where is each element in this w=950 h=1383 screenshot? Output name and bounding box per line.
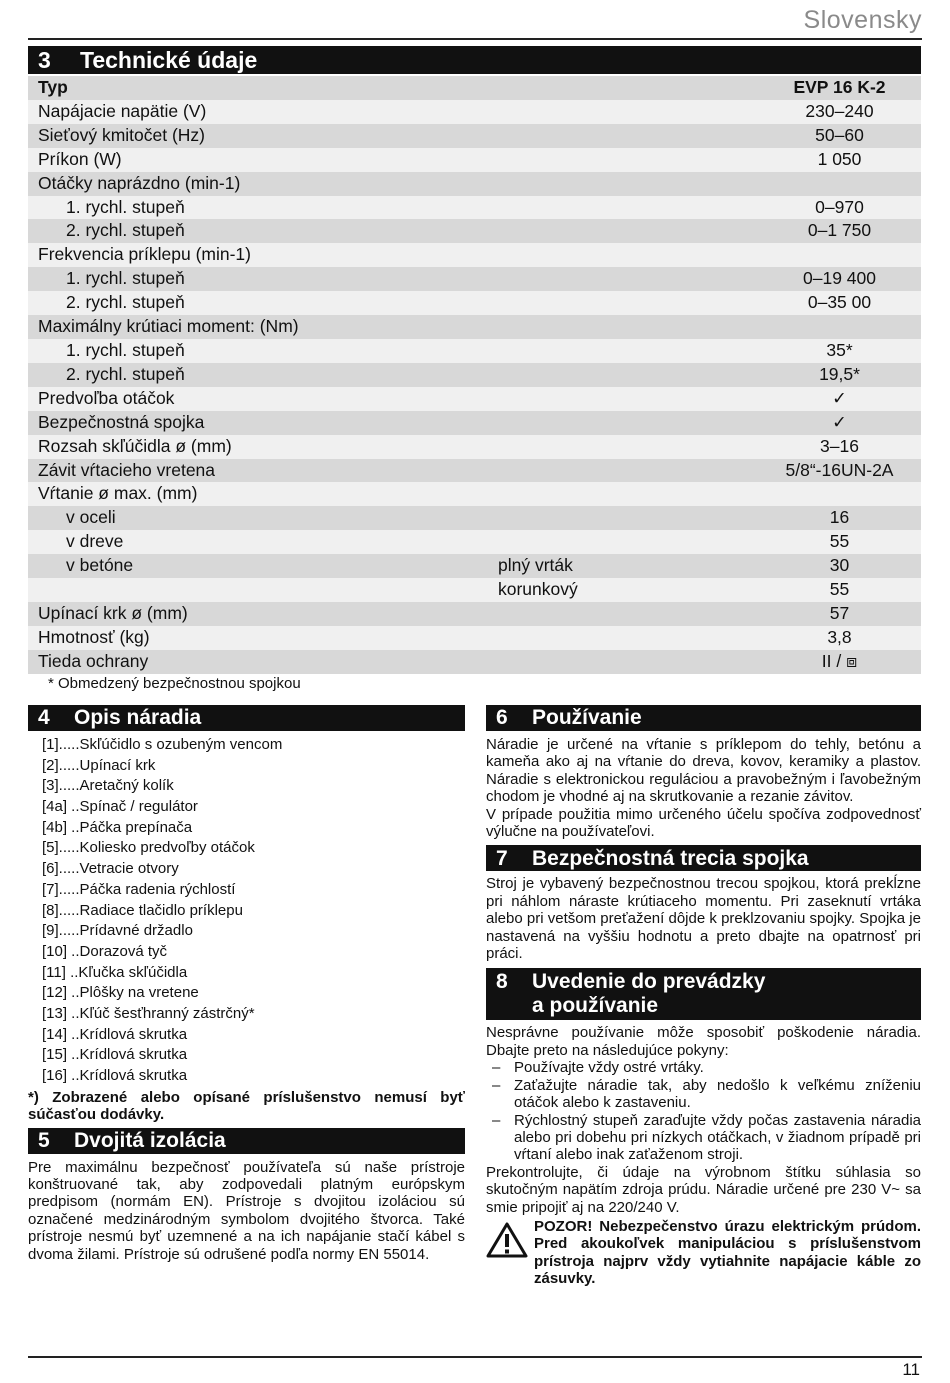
section-5-heading bbox=[28, 1128, 465, 1154]
spec-row bbox=[28, 315, 921, 339]
spec-label: 2. rychl. stupeň bbox=[28, 219, 498, 243]
spec-label: Otáčky naprázdno (min-1) bbox=[28, 172, 498, 196]
spec-sub-label bbox=[498, 626, 778, 650]
section-number: 7 bbox=[496, 846, 508, 870]
spec-row bbox=[28, 650, 921, 674]
spec-value bbox=[778, 482, 921, 506]
spec-value: II / ⧈ bbox=[778, 650, 921, 674]
list-item: [11] ..Kľučka skľúčidla bbox=[42, 963, 188, 981]
header-rule bbox=[28, 38, 922, 40]
spec-value: 0–35 00 bbox=[778, 291, 921, 315]
spec-sub-label: korunkový bbox=[498, 578, 778, 602]
page-number: 11 bbox=[902, 1360, 920, 1379]
spec-label: 2. rychl. stupeň bbox=[28, 363, 498, 387]
spec-label: v dreve bbox=[28, 530, 498, 554]
spec-sub-label bbox=[498, 435, 778, 459]
spec-sub-label bbox=[498, 459, 778, 483]
left-column bbox=[28, 705, 465, 1263]
spec-label bbox=[28, 578, 498, 602]
footer-rule bbox=[28, 1356, 922, 1358]
instruction-item bbox=[486, 1112, 921, 1164]
spec-row bbox=[28, 530, 921, 554]
spec-label: Upínací krk ø (mm) bbox=[28, 602, 498, 626]
spec-row bbox=[28, 387, 921, 411]
spec-value: 19,5* bbox=[778, 363, 921, 387]
spec-sub-label bbox=[498, 363, 778, 387]
list-item: [4b] ..Páčka prepínača bbox=[42, 818, 193, 836]
spec-row bbox=[28, 100, 921, 124]
spec-sub-label bbox=[498, 602, 778, 626]
spec-value: 57 bbox=[778, 602, 921, 626]
spec-row bbox=[28, 435, 921, 459]
spec-sub-label bbox=[498, 650, 778, 674]
spec-label: Vŕtanie ø max. (mm) bbox=[28, 482, 498, 506]
warning-icon bbox=[486, 1222, 528, 1258]
spec-value bbox=[778, 172, 921, 196]
spec-sub-label bbox=[498, 315, 778, 339]
spec-label: Maximálny krútiaci moment: (Nm) bbox=[28, 315, 498, 339]
spec-sub-label bbox=[498, 482, 778, 506]
spec-label: Napájacie napätie (V) bbox=[28, 100, 498, 124]
spec-row bbox=[28, 219, 921, 243]
spec-value: 0–970 bbox=[778, 196, 921, 220]
spec-label: Závit vŕtacieho vretena bbox=[28, 459, 498, 483]
spec-value: 3–16 bbox=[778, 435, 921, 459]
spec-sub-label bbox=[498, 387, 778, 411]
spec-value bbox=[778, 243, 921, 267]
spec-row bbox=[28, 148, 921, 172]
spec-sub-label bbox=[498, 124, 778, 148]
spec-row bbox=[28, 124, 921, 148]
instruction-item bbox=[486, 1059, 921, 1076]
spec-label: Typ bbox=[28, 76, 498, 100]
spec-row bbox=[28, 243, 921, 267]
spec-value: 1 050 bbox=[778, 148, 921, 172]
spec-row bbox=[28, 339, 921, 363]
spec-sub-label bbox=[498, 411, 778, 435]
section-6-heading bbox=[486, 705, 921, 731]
spec-label: Predvoľba otáčok bbox=[28, 387, 498, 411]
spec-label: Rozsah skľúčidla ø (mm) bbox=[28, 435, 498, 459]
spec-value: 0–1 750 bbox=[778, 219, 921, 243]
spec-label: 1. rychl. stupeň bbox=[28, 196, 498, 220]
section-title-line-1: Uvedenie do prevádzky bbox=[532, 970, 766, 994]
spec-table bbox=[28, 76, 921, 674]
warning-label: POZOR! bbox=[534, 1217, 593, 1235]
right-column bbox=[486, 705, 921, 1288]
section-6-paragraph-1: Náradie je určené na vŕtanie s príklepom do tehly, betónu a kameňa ako aj na vŕtanie do dreva, kovov, keramiky a plastov. Náradie s elektronickou reguláciou a pravobežným i ľavobežným chodom je vhodné aj na skrutkovanie a rezanie závitov. bbox=[486, 736, 921, 806]
list-item: [7].....Páčka radenia rýchlostí bbox=[42, 880, 236, 898]
accessory-note: *) Zobrazené alebo opísané príslušenstvo nemusí byť súčasťou dodávky. bbox=[28, 1088, 465, 1124]
section-7-heading bbox=[486, 845, 921, 871]
section-title: Technické údaje bbox=[80, 46, 258, 73]
dash-marker: – bbox=[492, 1059, 501, 1077]
section-number: 3 bbox=[38, 46, 51, 73]
spec-label: Sieťový kmitočet (Hz) bbox=[28, 124, 498, 148]
section-title-line-2: a používanie bbox=[532, 994, 659, 1018]
list-item: [6].....Vetracie otvory bbox=[42, 860, 179, 878]
list-item: [3].....Aretačný kolík bbox=[42, 777, 174, 795]
spec-row bbox=[28, 554, 921, 578]
instruction-item bbox=[486, 1077, 921, 1112]
section-number: 5 bbox=[38, 1128, 50, 1152]
instruction-text: Rýchlostný stupeň zaraďujte vždy počas zastavenia náradia alebo pri dobehu pri nízkych otáčkach, v žiadnom prípadě pri vŕtaní alebo inak zaťaženom stroji. bbox=[514, 1111, 921, 1164]
spec-row bbox=[28, 196, 921, 220]
spec-sub-label bbox=[498, 172, 778, 196]
spec-label: Tieda ochrany bbox=[28, 650, 498, 674]
spec-sub-label bbox=[498, 196, 778, 220]
section-8-heading bbox=[486, 968, 921, 1020]
instruction-text: Používajte vždy ostré vrtáky. bbox=[514, 1059, 704, 1077]
section-6-paragraph-2: V prípade použitia mimo určeného účelu spočíva zodpovednosť výlučne na používateľovi. bbox=[486, 805, 921, 841]
section-3-heading bbox=[28, 46, 921, 74]
section-number: 6 bbox=[496, 706, 508, 730]
spec-sub-label bbox=[498, 243, 778, 267]
dash-marker: – bbox=[492, 1111, 501, 1129]
spec-value: EVP 16 K-2 bbox=[778, 76, 921, 100]
instruction-text: Zaťažujte náradie tak, aby nedošlo k veľkému zníženiu otáčok alebo k zastaveniu. bbox=[514, 1076, 921, 1112]
list-item: [1].....Skľúčidlo s ozubeným vencom bbox=[42, 736, 283, 753]
spec-value: 16 bbox=[778, 506, 921, 530]
spec-value: 35* bbox=[778, 339, 921, 363]
spec-label: Hmotnosť (kg) bbox=[28, 626, 498, 650]
list-item: [9].....Prídavné držadlo bbox=[42, 922, 193, 940]
spec-row bbox=[28, 172, 921, 196]
spec-value: 230–240 bbox=[778, 100, 921, 124]
spec-sub-label bbox=[498, 339, 778, 363]
spec-sub-label bbox=[498, 148, 778, 172]
section-title: Opis náradia bbox=[74, 706, 202, 730]
section-7-text: Stroj je vybavený bezpečnostnou trecou spojkou, ktorá prekĺzne pri náhlom náraste krútiaceho momentu. Pri zaseknutí vrtáka alebo pri vetšom preťažení dôjde k preklzovaniu spojky. Spojka je nastavená na vyššiu hodnotu a preto dbajte na opatrnosť pri práci. bbox=[486, 875, 921, 963]
list-item: [4a] ..Spínač / regulátor bbox=[42, 798, 198, 816]
instruction-list bbox=[486, 1059, 921, 1163]
spec-row bbox=[28, 363, 921, 387]
list-item: [16] ..Krídlová skrutka bbox=[42, 1067, 188, 1084]
spec-row bbox=[28, 506, 921, 530]
spec-value: 55 bbox=[778, 530, 921, 554]
section-4-heading bbox=[28, 705, 465, 731]
spec-label: v oceli bbox=[28, 506, 498, 530]
tool-parts-list bbox=[42, 735, 465, 1087]
spec-value: 50–60 bbox=[778, 124, 921, 148]
spec-sub-label: plný vrták bbox=[498, 554, 778, 578]
spec-sub-label bbox=[498, 267, 778, 291]
dash-marker: – bbox=[492, 1076, 501, 1094]
warning-block bbox=[486, 1218, 921, 1288]
spec-row bbox=[28, 291, 921, 315]
spec-label: Frekvencia príklepu (min-1) bbox=[28, 243, 498, 267]
section-number: 8 bbox=[496, 970, 508, 994]
spec-label: Bezpečnostná spojka bbox=[28, 411, 498, 435]
warning-text: Nebezpečenstvo úrazu elektrickým prúdom. Pred akoukoľvek manipuláciou s príslušenstvom prístroja najprv vždy vytiahnite napájacie káble zo zásuvky. bbox=[534, 1217, 921, 1288]
section-title: Bezpečnostná trecia spojka bbox=[532, 846, 809, 870]
spec-sub-label bbox=[498, 219, 778, 243]
spec-label: 1. rychl. stupeň bbox=[28, 339, 498, 363]
spec-footnote: * Obmedzený bezpečnostnou spojkou bbox=[48, 675, 301, 692]
list-item: [14] ..Krídlová skrutka bbox=[42, 1025, 188, 1043]
spec-row bbox=[28, 459, 921, 483]
section-title: Dvojitá izolácia bbox=[74, 1128, 226, 1152]
list-item: [5].....Koliesko predvoľby otáčok bbox=[42, 839, 255, 857]
section-5-text: Pre maximálnu bezpečnosť používateľa sú naše prístroje konštruované tak, aby zodpovedali platným európskym predpisom (normám EN). Prístroje s dvojitou izoláciou sú označené medzinárodným symbolom dvojitého štvorca. Také prístroje nesmú byť uzemnené a na ich napájanie stačí kábel s dvoma žilami. Prístroje sú odrušené podľa normy EN 55014. bbox=[28, 1158, 465, 1263]
spec-sub-label bbox=[498, 76, 778, 100]
spec-label: 1. rychl. stupeň bbox=[28, 267, 498, 291]
spec-value: 0–19 400 bbox=[778, 267, 921, 291]
list-item: [12] ..Plôšky na vretene bbox=[42, 984, 199, 1002]
spec-sub-label bbox=[498, 530, 778, 554]
section-title: Používanie bbox=[532, 706, 642, 730]
list-item: [2].....Upínací krk bbox=[42, 756, 156, 774]
spec-label: Príkon (W) bbox=[28, 148, 498, 172]
section-8-intro: Nesprávne používanie môže sposobiť poškodenie náradia. Dbajte preto na následujúce pokyny: bbox=[486, 1024, 921, 1059]
spec-sub-label bbox=[498, 506, 778, 530]
section-title bbox=[532, 970, 765, 1018]
spec-value: 5/8“-16UN-2A bbox=[778, 459, 921, 483]
spec-sub-label bbox=[498, 291, 778, 315]
spec-row bbox=[28, 411, 921, 435]
list-item: [13] ..Kľúč šesťhranný zástrčný* bbox=[42, 1004, 255, 1022]
list-item: [15] ..Krídlová skrutka bbox=[42, 1046, 188, 1064]
spec-label: 2. rychl. stupeň bbox=[28, 291, 498, 315]
section-number: 4 bbox=[38, 706, 50, 730]
spec-row bbox=[28, 626, 921, 650]
section-8-check: Prekontrolujte, či údaje na výrobnom štítku súhlasia so skutočným napätím zdroja prúdu. Náradie určené pre 230 V~ sa smie pripojiť aj na 220/240 V. bbox=[486, 1163, 921, 1216]
spec-row bbox=[28, 267, 921, 291]
spec-value: 30 bbox=[778, 554, 921, 578]
spec-value: 55 bbox=[778, 578, 921, 602]
spec-row bbox=[28, 482, 921, 506]
list-item: [8].....Radiace tlačidlo príklepu bbox=[42, 901, 243, 919]
spec-value: 3,8 bbox=[778, 626, 921, 650]
spec-value: ✓ bbox=[778, 411, 921, 435]
spec-value: ✓ bbox=[778, 387, 921, 411]
spec-value bbox=[778, 315, 921, 339]
spec-row bbox=[28, 602, 921, 626]
spec-row bbox=[28, 76, 921, 100]
spec-row bbox=[28, 578, 921, 602]
spec-label: v betóne bbox=[28, 554, 498, 578]
language-label: Slovensky bbox=[803, 6, 922, 34]
spec-sub-label bbox=[498, 100, 778, 124]
list-item: [10] ..Dorazová tyč bbox=[42, 942, 168, 960]
